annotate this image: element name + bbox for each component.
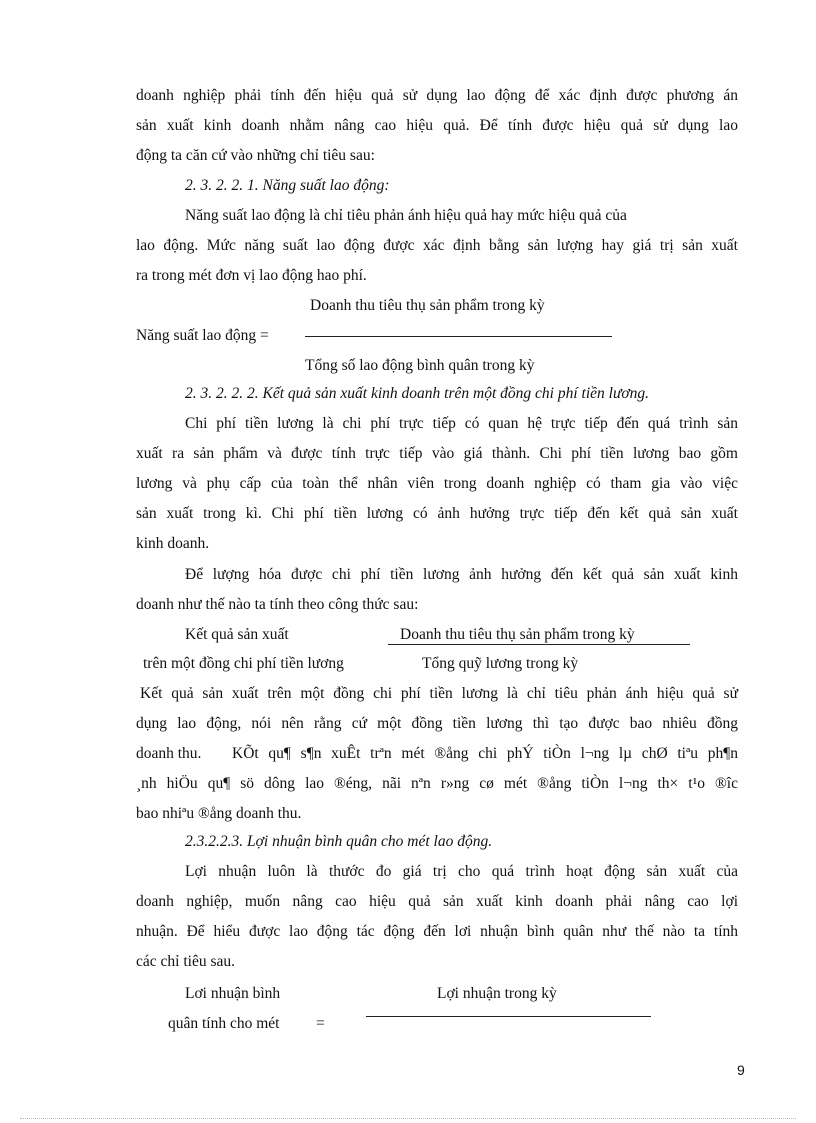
paragraph-4-line-2: doanh như thế nào ta tính theo công thức sau: bbox=[136, 596, 419, 613]
paragraph-3-line-1: Chi phí tiền lương là chi phí trực tiếp có quan hệ trực tiếp đến quá trình sản bbox=[185, 415, 738, 432]
paragraph-2-line-2: lao động. Mức năng suất lao động được xác định bằng sản lượng hay giá trị sản xuất bbox=[136, 237, 738, 254]
section-heading-profit-per-worker: 2.3.2.2.3. Lợi nhuận bình quân cho mét lao động. bbox=[185, 833, 493, 850]
paragraph-6-line-4: các chỉ tiêu sau. bbox=[136, 953, 235, 970]
paragraph-6-line-1: Lợi nhuận luôn là thước đo giá trị cho quá trình hoạt động sản xuất của bbox=[185, 863, 738, 880]
paragraph-5-line-1: Kết quả sản xuất trên một đồng chi phí tiền lương là chỉ tiêu phản ánh hiệu quả sử bbox=[140, 685, 738, 702]
paragraph-3-line-4: sản xuất trong kì. Chi phí tiền lương có ảnh hưởng trực tiếp đến kết quả sản xuất bbox=[136, 505, 738, 522]
paragraph-4-line-1: Để lượng hóa được chi phí tiền lương ảnh hưởng đến kết quả sản xuất kinh bbox=[185, 566, 738, 583]
formula-1-denominator: Tổng số lao động bình quân trong kỳ bbox=[305, 357, 535, 374]
formula-3-equals: = bbox=[316, 1015, 325, 1032]
section-heading-productivity: 2. 3. 2. 2. 1. Năng suất lao động: bbox=[185, 177, 390, 194]
paragraph-6-line-3: nhuận. Để hiểu được lao động tác động đến lơi nhuận bình quân như thế nào ta tính bbox=[136, 923, 738, 940]
formula-1-label: Năng suất lao động = bbox=[136, 327, 269, 344]
paragraph-2-line-3: ra trong mét đơn vị lao động hao phí. bbox=[136, 267, 367, 284]
section-heading-result-per-wage: 2. 3. 2. 2. 2. Kết quả sản xuất kinh doanh trên một đồng chi phí tiền lương. bbox=[185, 385, 650, 402]
formula-2-label-line-1: Kết quả sản xuất bbox=[185, 626, 289, 643]
paragraph-5-line-3b: KÕt qu¶ s¶n xuÊt trªn mét ®ång chi phÝ tiÒn l¬ng lµ chØ tiªu ph¶n bbox=[232, 745, 738, 762]
paragraph-3-line-3: lương và phụ cấp của toàn thể nhân viên trong doanh nghiệp có tham gia vào việc bbox=[136, 475, 738, 492]
page-number: 9 bbox=[737, 1062, 745, 1078]
formula-2-denominator: Tổng quỹ lương trong kỳ bbox=[422, 655, 579, 672]
paragraph-1-line-3: động ta căn cứ vào những chỉ tiêu sau: bbox=[136, 147, 375, 164]
formula-3-numerator: Lợi nhuận trong kỳ bbox=[437, 985, 557, 1002]
paragraph-6-line-2: doanh nghiệp, muốn nâng cao hiệu quả sản xuất kinh doanh phải nâng cao lợi bbox=[136, 893, 738, 910]
paragraph-5-line-3a: doanh thu. bbox=[136, 745, 202, 762]
formula-2-numerator: Doanh thu tiêu thụ sản phẩm trong kỳ bbox=[400, 626, 635, 643]
paragraph-2-line-1: Năng suất lao động là chỉ tiêu phản ánh hiệu quả hay mức hiệu quả của bbox=[185, 207, 627, 224]
formula-2-fraction-bar bbox=[388, 644, 690, 645]
formula-1-numerator: Doanh thu tiêu thụ sản phẩm trong kỳ bbox=[310, 297, 545, 314]
formula-3-label-line-2: quân tính cho mét bbox=[168, 1015, 280, 1032]
paragraph-5-line-4: ¸nh hiÖu qu¶ sö dông lao ®éng, nãi nªn r»ng cø mét ®ång tiÒn l¬ng th× t¹o ®îc bbox=[136, 775, 738, 792]
formula-2-label-line-2: trên một đồng chi phí tiền lương bbox=[143, 655, 344, 672]
paragraph-5-line-5: bao nhiªu ®ång doanh thu. bbox=[136, 805, 302, 822]
page-bottom-divider bbox=[20, 1118, 796, 1119]
paragraph-3-line-2: xuất ra sản phẩm và được tính trực tiếp vào giá thành. Chi phí tiền lương bao gồm bbox=[136, 445, 738, 462]
paragraph-1-line-1: doanh nghiệp phải tính đến hiệu quả sử dụng lao động để xác định được phương án bbox=[136, 87, 738, 104]
formula-1-fraction-bar bbox=[305, 336, 612, 337]
paragraph-5-line-2: dụng lao động, nói nên rằng cứ một đồng tiền lương thì tạo được bao nhiêu đồng bbox=[136, 715, 738, 732]
formula-3-label-line-1: Lơi nhuận bình bbox=[185, 985, 281, 1002]
paragraph-3-line-5: kinh doanh. bbox=[136, 535, 210, 552]
paragraph-1-line-2: sản xuất kinh doanh nhằm nâng cao hiệu quả. Để tính được hiệu quả sử dụng lao bbox=[136, 117, 738, 134]
formula-3-fraction-bar bbox=[366, 1016, 651, 1017]
